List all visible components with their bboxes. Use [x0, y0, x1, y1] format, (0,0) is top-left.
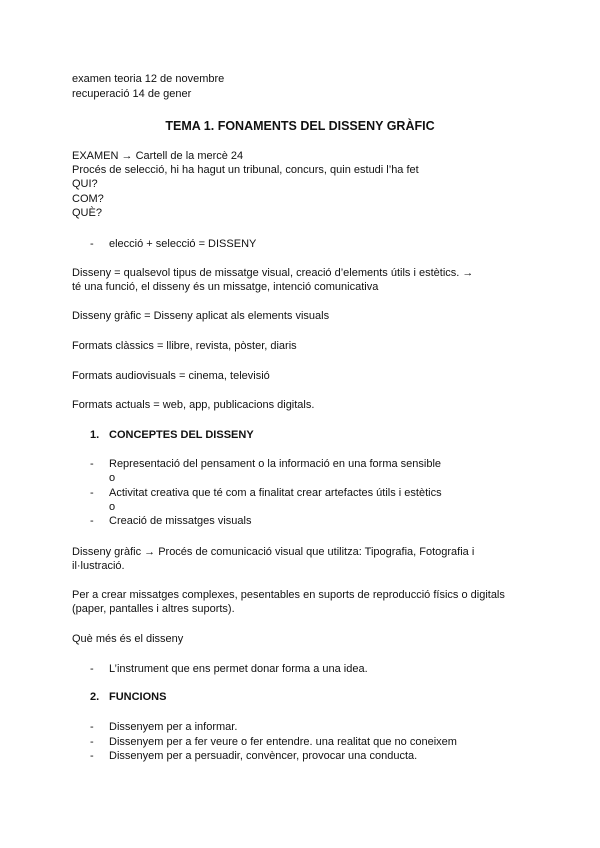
section2-heading: FUNCIONS	[109, 691, 167, 703]
bullet-dash: -	[90, 663, 94, 675]
concept-bullet-2: Activitat creativa que té com a finalitat crear artefactes útils i estètics	[109, 487, 442, 499]
answer-bullet: L’instrument que ens permet donar forma a una idea.	[109, 663, 368, 675]
process-definition-line1: Disseny gràfic → Procés de comunicació visual que utilitza: Tipografia, Fotografia i	[72, 546, 475, 558]
page-title: TEMA 1. FONAMENTS DEL DISSENY GRÀFIC	[165, 119, 435, 133]
bullet-dash: -	[90, 238, 94, 250]
disseny-definition-line2: té una funció, el disseny és un missatge, intenció comunicativa	[72, 281, 379, 293]
disseny-definition-line1: Disseny = qualsevol tipus de missatge visual, creació d’elements útils i estètics. →	[72, 267, 474, 279]
bullet-dash: -	[90, 458, 94, 470]
concept-bullet-1: Representació del pensament o la informació en una forma sensible	[109, 458, 442, 470]
exam-date-line: examen teoria 12 de novembre	[72, 73, 225, 85]
or-separator: o	[109, 501, 116, 513]
formats-audiovisuals: Formats audiovisuals = cinema, televisió	[72, 370, 270, 382]
function-bullet-2: Dissenyem per a fer veure o fer entendre. una realitat que no coneixem	[109, 736, 457, 748]
process-definition-line2: il·lustració.	[72, 560, 125, 572]
exam-line: EXAMEN → Cartell de la mercè 24	[72, 150, 244, 162]
section1-heading: CONCEPTES DEL DISSENY	[109, 429, 254, 441]
function-bullet-3: Dissenyem per a persuadir, convèncer, provocar una conducta.	[109, 750, 418, 762]
or-separator: o	[109, 472, 116, 484]
process-line: Procés de selecció, hi ha hagut un tribunal, concurs, quin estudi l’ha fet	[72, 164, 419, 176]
complex-messages-line1: Per a crear missatges complexes, pesentables en suports de reproducció físics o digitals	[72, 589, 505, 601]
bullet-dash: -	[90, 515, 94, 527]
formats-classics: Formats clàssics = llibre, revista, pòster, diaris	[72, 340, 297, 352]
section2-number: 2.	[90, 691, 100, 703]
recovery-date-line: recuperació 14 de gener	[72, 88, 192, 100]
complex-messages-line2: (paper, pantalles i altres suports).	[72, 603, 235, 615]
bullet-dash: -	[90, 736, 94, 748]
who-question: QUI?	[72, 178, 98, 190]
section1-number: 1.	[90, 429, 100, 441]
bullet-dash: -	[90, 487, 94, 499]
formula-bullet: elecció + selecció = DISSENY	[109, 238, 257, 250]
formats-actuals: Formats actuals = web, app, publicacions digitals.	[72, 399, 315, 411]
disseny-grafic-definition: Disseny gràfic = Disseny aplicat als elements visuals	[72, 310, 330, 322]
bullet-dash: -	[90, 721, 94, 733]
concept-bullet-3: Creació de missatges visuals	[109, 515, 252, 527]
how-question: COM?	[72, 193, 104, 205]
bullet-dash: -	[90, 750, 94, 762]
what-question: QUÈ?	[72, 207, 102, 219]
function-bullet-1: Dissenyem per a informar.	[109, 721, 238, 733]
question-line: Què més és el disseny	[72, 633, 184, 645]
